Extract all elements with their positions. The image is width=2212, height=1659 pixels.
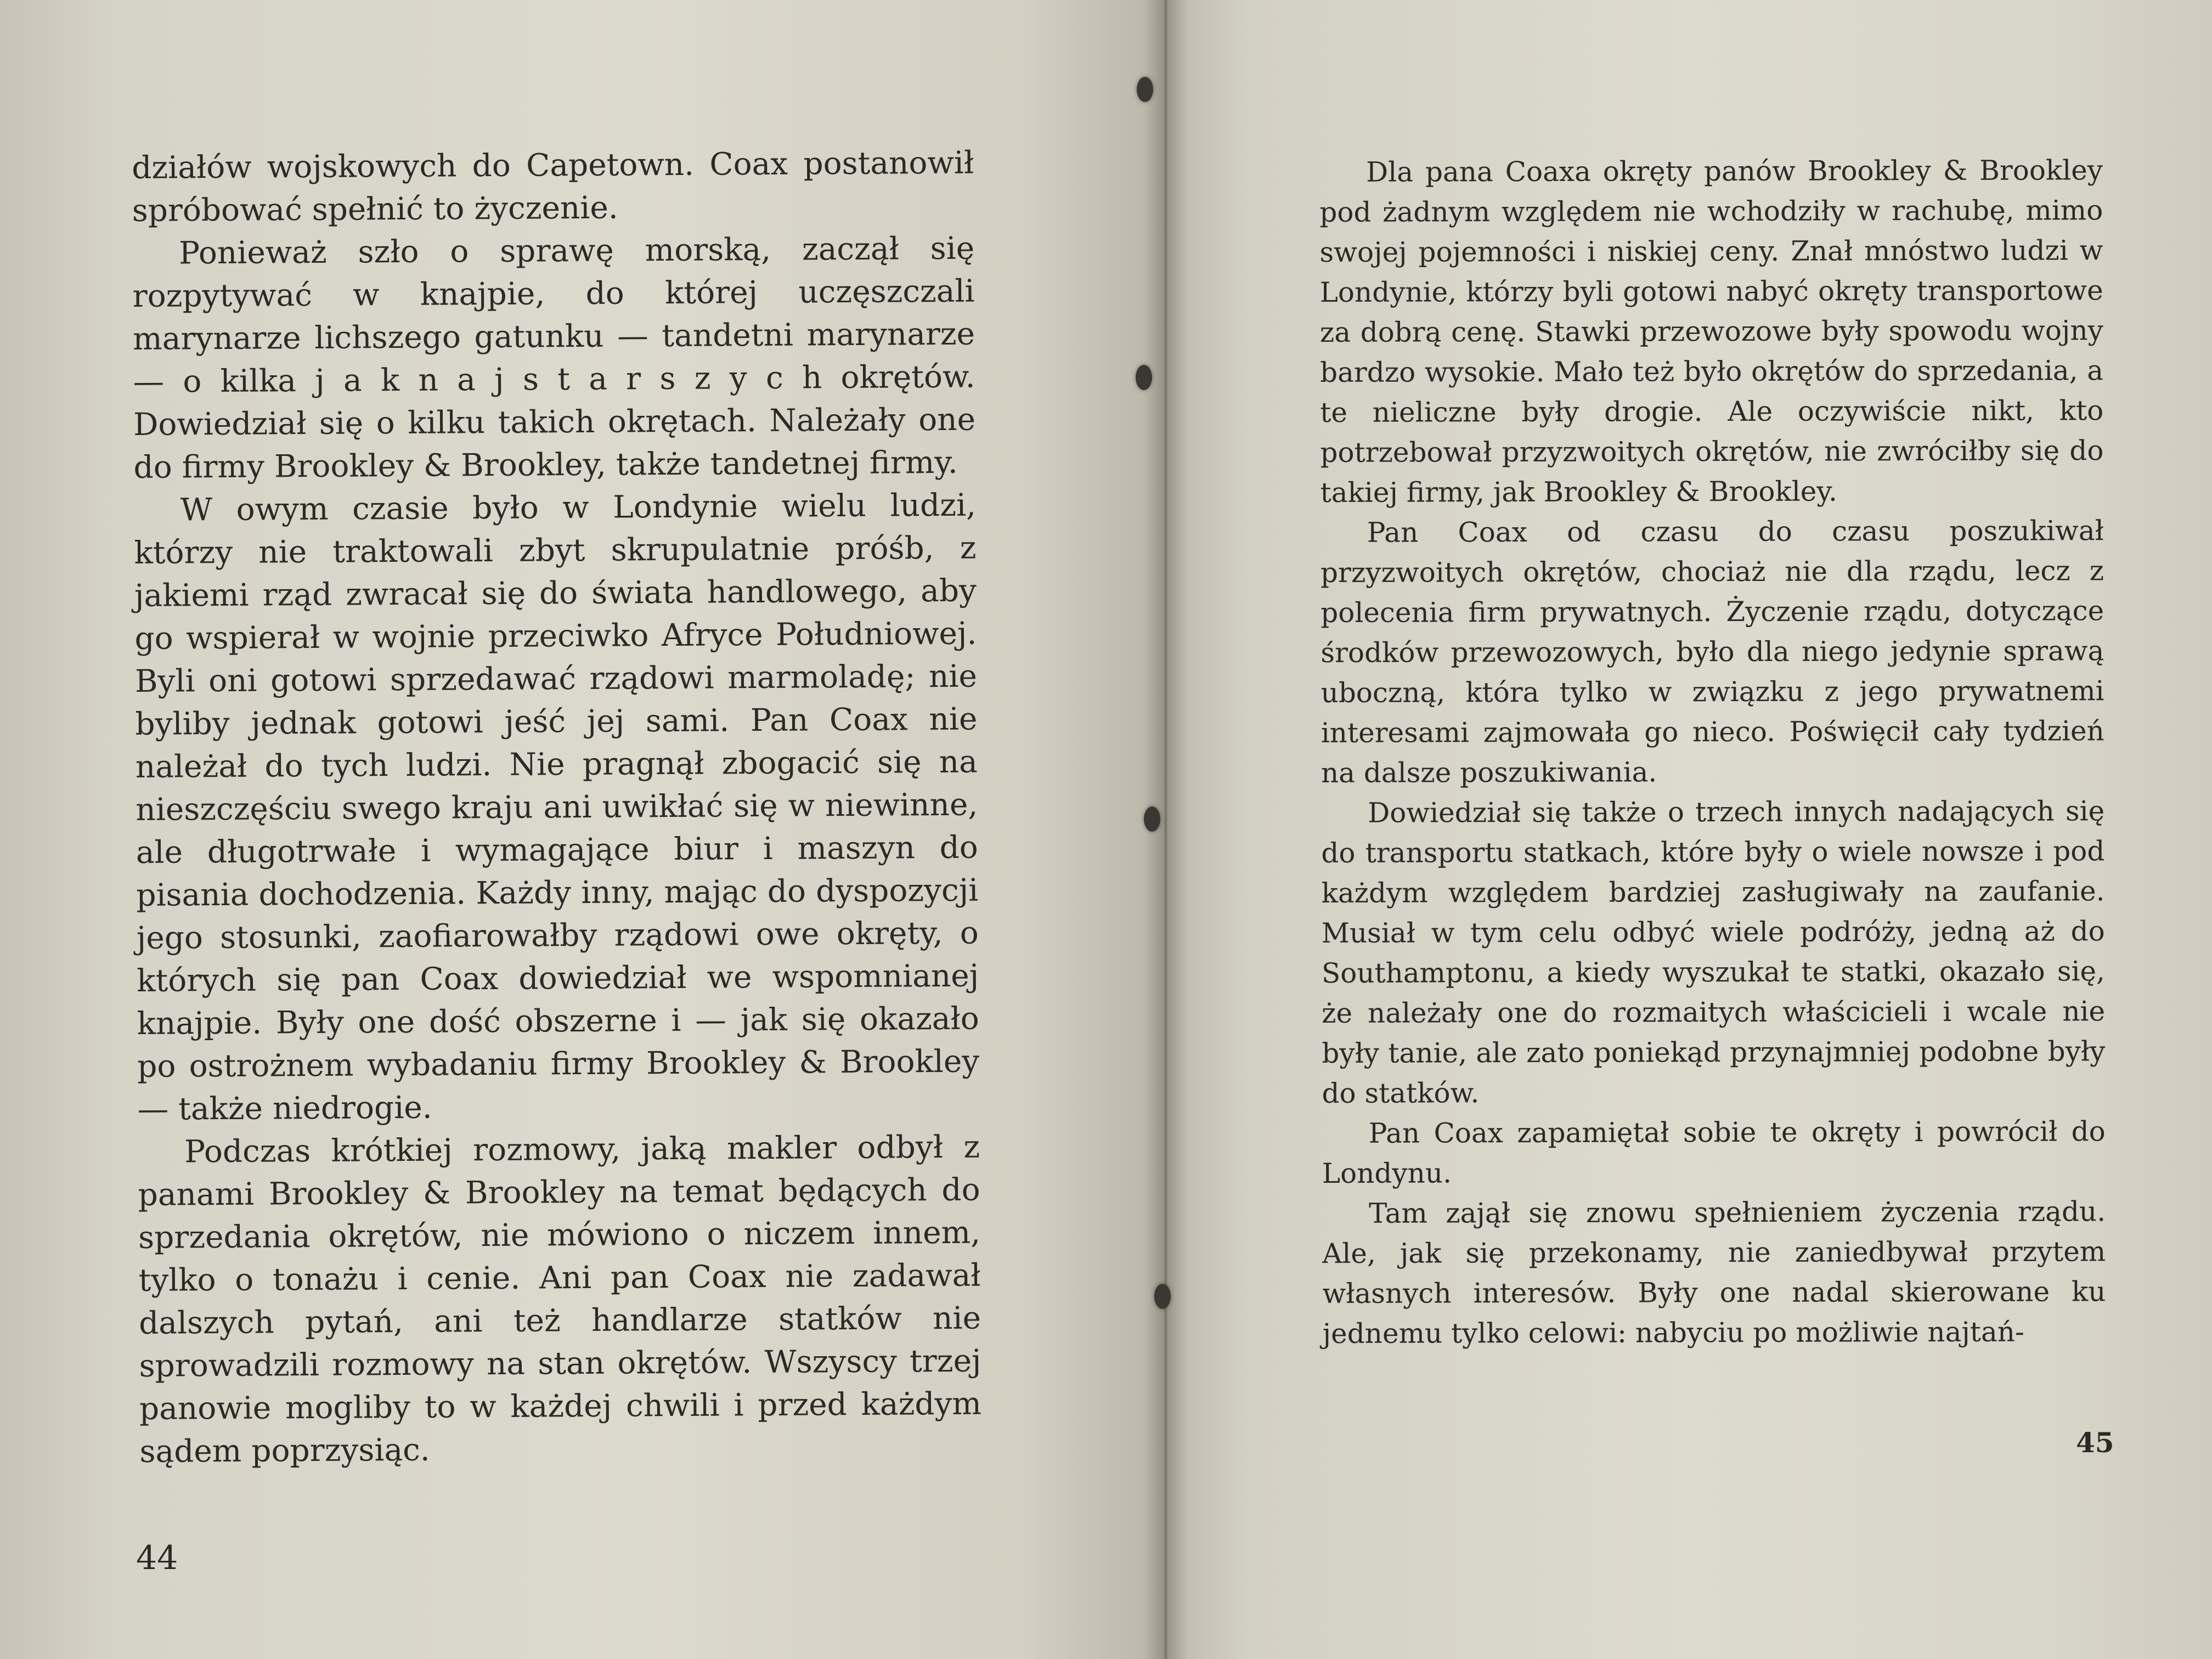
right-paragraph: Pan Coax zapamiętał sobie te okręty i powrócił do Londynu. [1322, 1115, 2106, 1189]
binding-stitch-hole [1137, 77, 1153, 102]
right-paragraph: Dowiedział się także o trzech innych nadających się do transportu statkach, które były o wiele nowsze i pod każdym względem bardziej zasługiwały na zaufanie. Musiał w tym celu odbyć wiele podróży, jedną aż do Southamptonu, a kiedy wyszukał te statki, okazało się, że należały one do rozmaitych właścicieli i wcale nie były tanie, ale zato poniekąd przynajmniej podobne były do statków. [1321, 795, 2106, 1109]
binding-stitch-hole [1144, 806, 1160, 832]
right-paragraph: Pan Coax od czasu do czasu poszukiwał przyzwoitych okrętów, chociaż nie dla rządu, lecz z polecenia firm prywatnych. Życzenie rządu, dotyczące środków przewozowych, było dla niego jedynie sprawą uboczną, która tylko w związku z jego prywatnemi interesami zajmowała go nieco. Poświęcił cały tydzień na dalsze poszukiwania. [1320, 515, 2104, 789]
left-page-text [132, 142, 982, 1474]
right-paragraph: Tam zajął się znowu spełnieniem życzenia rządu. Ale, jak się przekonamy, nie zaniedbywał przytem własnych interesów. Były one nadal skierowane ku jednemu tylko celowi: nabyciu po możliwie najtań- [1322, 1195, 2106, 1350]
right-paragraph: Dla pana Coaxa okręty panów Brookley & Brookley pod żadnym względem nie wchodziły w rachubę, mimo swojej pojemności i niskiej ceny. Znał mnóstwo ludzi w Londynie, którzy byli gotowi nabyć okręty transportowe za dobrą cenę. Stawki przewozowe były spowodu wojny bardzo wysokie. Mało też było okrętów do sprzedania, a te nieliczne były drogie. Ale oczywiście nikt, kto potrzebował przyzwoitych okrętów, nie zwróciłby się do takiej firmy, jak Brookley & Brookley. [1319, 154, 2104, 509]
left-paragraph: W owym czasie było w Londynie wielu ludzi, którzy nie traktowali zbyt skrupulatnie próśb, z jakiemi rząd zwracał się do świata handlowego, aby go wspierał w wojnie przeciwko Afryce Południowej. Byli oni gotowi sprzedawać rządowi marmoladę; nie byliby jednak gotowi jeść jej sami. Pan Coax nie należał do tych ludzi. Nie pragnął zbogacić się na nieszczęściu swego kraju ani uwikłać się w niewinne, ale długotrwałe i wymagające biur i maszyn do pisania dochodzenia. Każdy inny, mając do dyspozycji jego stosunki, zaofiarowałby rządowi owe okręty, o których się pan Coax dowiedział we wspomnianej knajpie. Były one dość obszerne i — jak się okazało po ostrożnem wybadaniu firmy Brookley & Brookley — także niedrogie. [134, 487, 980, 1127]
binding-stitch-hole [1136, 365, 1152, 390]
right-page-text [1319, 150, 2106, 1354]
page-number-right: 45 [2076, 1426, 2114, 1459]
page-number-left: 44 [136, 1539, 178, 1577]
binding-stitch-hole [1154, 1284, 1171, 1309]
left-paragraph: Podczas krótkiej rozmowy, jaką makler odbył z panami Brookley & Brookley na temat będących do sprzedania okrętów, nie mówiono o niczem innem, tylko o tonażu i cenie. Ani pan Coax nie zadawał dalszych pytań, ani też handlarze statków nie sprowadzili rozmowy na stan okrętów. Wszyscy trzej panowie mogliby to w każdej chwili i przed każdym sądem poprzysiąc. [138, 1129, 982, 1470]
left-paragraph: Ponieważ szło o sprawę morską, zaczął się rozpytywać w knajpie, do której uczęszczali marynarze lichszego gatunku — tandetni marynarze — o kilka j a k n a j s t a r s z y c h okrętów. Dowiedział się o kilku takich okrętach. Należały one do firmy Brookley & Brookley, także tandetnej firmy. [132, 230, 976, 486]
left-paragraph: działów wojskowych do Capetown. Coax postanowił spróbować spełnić to życzenie. [132, 145, 974, 229]
